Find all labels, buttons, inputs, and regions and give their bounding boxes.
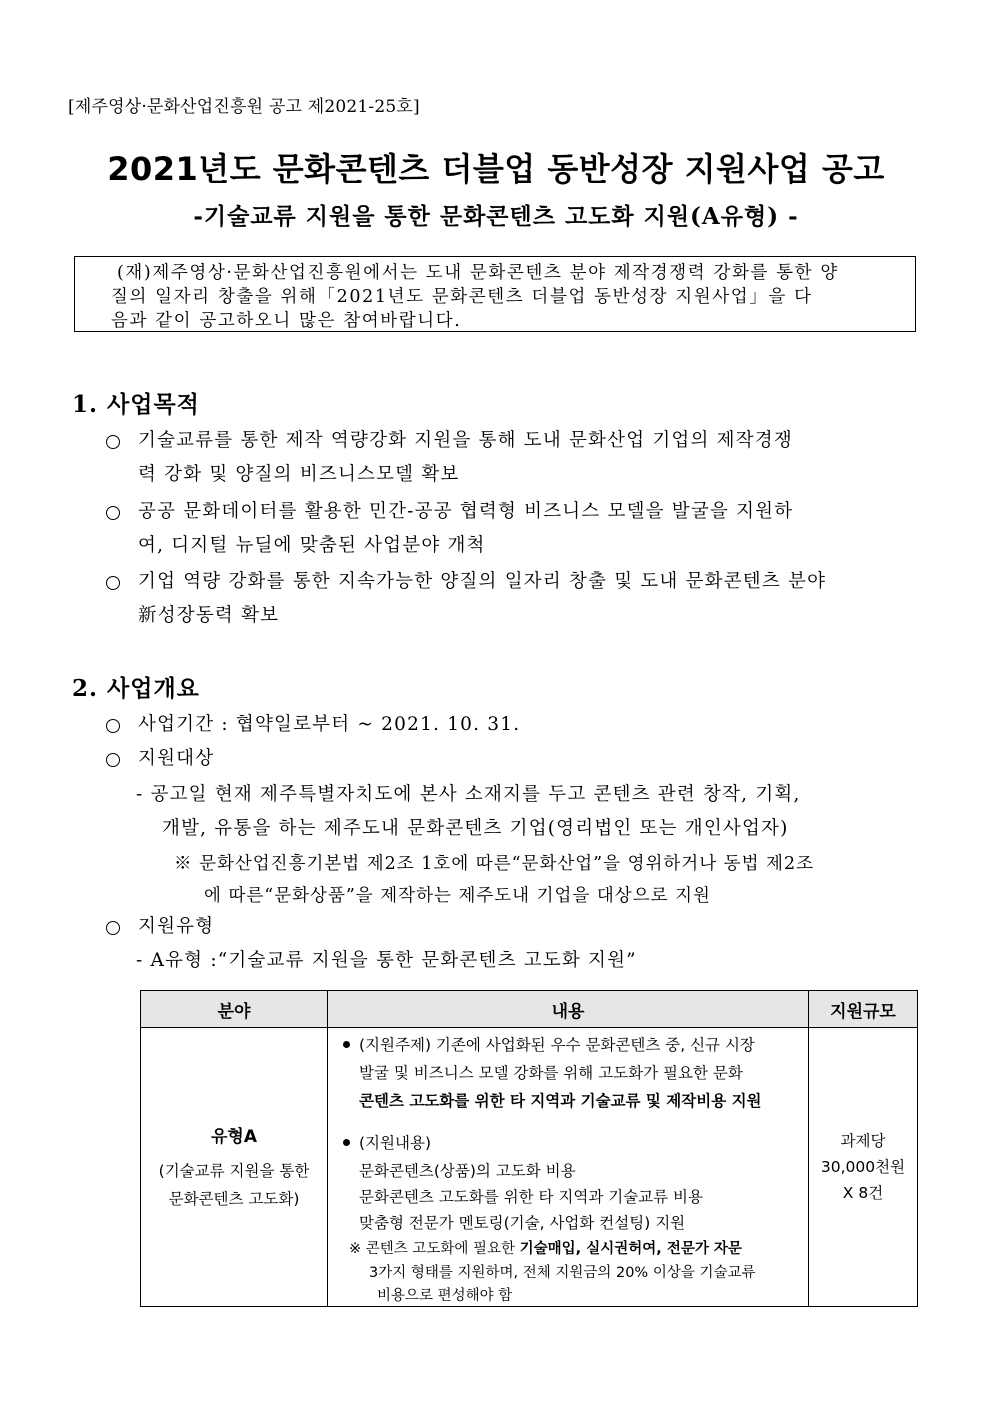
note-line: 비용으로 편성해야 함 (377, 1288, 513, 1304)
target-line: - 공고일 현재 제주특별자치도에 본사 소재지를 두고 콘텐츠 관련 창작, 기획, (136, 784, 801, 805)
intro-line: (재)제주영상·문화산업진흥원에서는 도내 문화콘텐츠 분야 제작경쟁력 강화를 통한 양 (117, 263, 839, 283)
circle-bullet-icon (106, 434, 120, 453)
scale-line: 30,000천원 (820, 1158, 906, 1176)
circle-bullet-icon (106, 575, 120, 594)
theme-line: 콘텐츠 고도화를 위한 타 지역과 기술교류 및 제작비용 지원 (359, 1092, 762, 1110)
section-title-purpose: 1. 사업목적 (72, 391, 200, 418)
theme-line: (지원주제) 기존에 사업화된 우수 문화콘텐츠 중, 신규 시장 (359, 1036, 755, 1054)
support-line: (지원내용) (359, 1134, 431, 1152)
scale-line: X 8건 (842, 1184, 884, 1202)
support-line: 맞춤형 전문가 멘토링(기술, 사업화 컨설팅) 지원 (359, 1214, 686, 1232)
circle-bullet-icon (106, 718, 120, 737)
target-line: 개발, 유통을 하는 제주도내 문화콘텐츠 기업(영리법인 또는 개인사업자) (162, 818, 789, 839)
purpose-bullet-line: 력 강화 및 양질의 비즈니스모델 확보 (138, 464, 460, 485)
circle-bullet-icon (106, 505, 120, 524)
scale-line: 과제당 (840, 1132, 886, 1150)
scale-cell (809, 1028, 918, 1307)
page-title: 2021년도 문화콘텐츠 더블업 동반성장 지원사업 공고 (107, 150, 885, 188)
support-bullet-icon (343, 1133, 358, 1151)
type-line: - A유형 :“기술교류 지원을 통한 문화콘텐츠 고도화 지원” (136, 950, 637, 971)
target-label: 지원대상 (138, 748, 215, 769)
field-name: 유형A (210, 1126, 257, 1147)
table-header-field: 분야 (141, 991, 328, 1028)
circle-bullet-icon (106, 752, 120, 771)
section-title-overview: 2. 사업개요 (72, 675, 200, 702)
support-line: 문화콘텐츠 고도화를 위한 타 지역과 기술교류 비용 (359, 1188, 703, 1206)
table-row (141, 1028, 918, 1307)
purpose-bullet-line: 여, 디지털 뉴딜에 맞춤된 사업분야 개척 (138, 535, 486, 556)
period-text: 사업기간 : 협약일로부터 ~ 2021. 10. 31. (138, 714, 521, 735)
field-cell (141, 1028, 328, 1307)
note-line: 3가지 형태를 지원하며, 전체 지원금의 20% 이상을 기술교류 (369, 1265, 756, 1281)
note-bold: 기술매입, 실시권허여, 전문가 자문 (519, 1241, 742, 1257)
theme-line: 발굴 및 비즈니스 모델 강화를 위해 고도화가 필요한 문화 (359, 1064, 743, 1082)
target-note-line: 에 따른“문화상품”을 제작하는 제주도내 기업을 대상으로 지원 (204, 886, 711, 906)
support-table (140, 990, 918, 1307)
note-prefix: ※ 콘텐츠 고도화에 필요한 (349, 1241, 520, 1257)
field-desc-line: (기술교류 지원을 통한 (158, 1161, 310, 1180)
purpose-bullet-line: 기업 역량 강화를 통한 지속가능한 양질의 일자리 창출 및 도내 문화콘텐츠 분야 (138, 571, 827, 592)
table-header-scale: 지원규모 (809, 991, 918, 1028)
intro-line: 음과 같이 공고하오니 많은 참여바랍니다. (111, 311, 462, 331)
intro-box (74, 256, 916, 332)
page-subtitle: -기술교류 지원을 통한 문화콘텐츠 고도화 지원(A유형) - (193, 203, 799, 230)
purpose-bullet-line: 기술교류를 통한 제작 역량강화 지원을 통해 도내 문화산업 기업의 제작경쟁 (138, 430, 793, 451)
support-note (349, 1237, 742, 1258)
purpose-bullet-line: 新성장동력 확보 (138, 605, 280, 626)
target-note-line: ※ 문화산업진흥기본법 제2조 1호에 따른“문화산업”을 영위하거나 동법 제2조 (174, 854, 814, 874)
table-header-row (141, 991, 918, 1028)
circle-bullet-icon (106, 920, 120, 939)
table-header-content: 내용 (328, 991, 809, 1028)
field-desc-line: 문화콘텐츠 고도화) (168, 1189, 300, 1208)
content-cell (328, 1028, 809, 1307)
theme-bullet-icon (343, 1035, 358, 1053)
support-line: 문화콘텐츠(상품)의 고도화 비용 (359, 1162, 576, 1180)
type-label: 지원유형 (138, 916, 215, 937)
notice-number: [제주영상·문화산업진흥원 공고 제2021-25호] (68, 97, 420, 117)
intro-line: 질의 일자리 창출을 위해「2021년도 문화콘텐츠 더블업 동반성장 지원사업」을 다 (111, 287, 813, 307)
purpose-bullet-line: 공공 문화데이터를 활용한 민간-공공 협력형 비즈니스 모델을 발굴을 지원하 (138, 501, 794, 522)
